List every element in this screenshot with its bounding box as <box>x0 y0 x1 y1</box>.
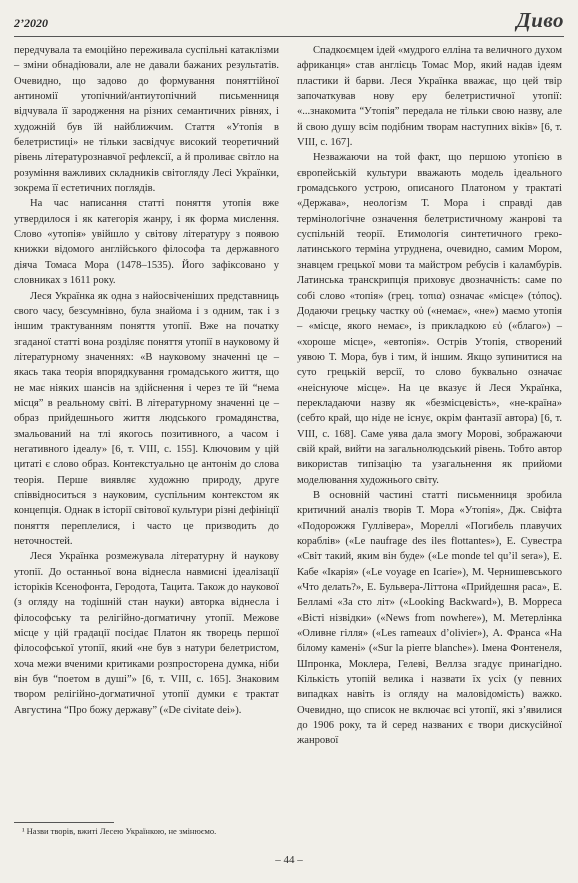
paragraph: В основній частині статті письменниця зробила критичний аналіз творів Т. Мора «Утопія», Дж. Свіфта «Подорожжя Гуллівера», Мореллі «Погибель плавучих кораблів» («Le naufrage des iles flottantes»), Е. Сувестра «Світ такий, яким він буде» («Le monde tel qu’il sera»), Е. Кабе «Ікарія» («Le voyage en Icarie»), М. Чернишевського «Что делать?», Е. Бульвера-Літтона «Прийдешня раса», Е. Белламі «За сто літ» («Looking Backward»), В. Морреса «Вісті нізвідки» («News from nowhere»), М. Метерлінка «Оливне гілля» («Les rameaux d’olivier»), А. Франса «На білому камені» («Sur la pierre blanche»). Імена Фонтенеля, Шпронка, Моклера, Гелеві, Веллза згадує принагідно. Кількість утопій велика і назвати їх усіх (у певних випадках навіть із огляду на маловідомість) важко. Очевидно, що список не включає всі утопії, які з’явилися до 1906 року, та й серед названих є твори дискусійної жанрової <box>297 489 562 747</box>
paragraph: Леся Українка як одна з найосвіченіших представниць свого часу, безсумнівно, була знайома і з одним, так і з іншим трактуванням поняття утопії. Вже на початку згаданої статті вона розділяє поняття утопії в науковому й літературному значеннях: «В науковому значенні це – якась така теорія впорядкування громадського життя, що не має ніяких шансів на здійснення і через те їй “нема місця” в реальному світі. В літературному значенні це – образ прийдешнього життя людського громадянства, змальований на тлі якогось позитивного, а часом і негативного ідеалу» [6, т. VIII, с. 155]. Ключовим у цій цитаті є слово образ. Контекстуально це антонім до слова теорія. Перше виявляє художню природу, друге співвідноситься з науковим, суспільним контекстом як концепція. Однак в історії світової культури різні дефініції поняття переплелися, і часто це призводить до неточностей. <box>14 290 279 547</box>
issue-number: 2’2020 <box>14 16 48 30</box>
page-number: – 44 – <box>275 854 303 866</box>
footnote: ¹ Назви творів, вжиті Лесею Українкою, не змінюємо. <box>22 826 217 836</box>
header-divider <box>14 36 564 37</box>
paragraph: На час написання статті поняття утопія вже утвердилося і як категорія жанру, і як форма мислення. Слово «утопія» увійшло у світову літературу з появою книжки відомого англійського філософа та державного діяча Томаса Мора (1478–1535). Його зафіксовано у словниках з 1611 року. <box>14 198 279 287</box>
footnote-divider <box>14 822 114 823</box>
journal-logo: Диво <box>516 8 564 32</box>
paragraph: Спадкоємцем ідей «мудрого елліна та величного духом африканця» став англієць Томас Мор, який надав ідеям пластики й барви. Леся Українка вважає, що цей твір започаткував нову еру белетристичної утопії: «...знакомита “Утопія” передала не тільки свою назву, але й свою душу всім подібним творам наступних віків» [6, т. VIII, с. 167]. <box>297 45 562 149</box>
paragraph: Леся Українка розмежувала літературну й наукову утопії. До останньої вона віднесла навмисні ідеалізації історіків Ксенофонта, Геродота, Тацита. Також до наукової (з огляду на тодішній стан науки) авторка віднесла і філософську та релігійно-догматичну утопії. Межове місце у цій градації посідає Платон як творець першої філософської утопії, який «не був з натури белетристом, хоча межи вченими критиками розпросторена думка, ніби він був “поетом в душі”» [6, т. VIII, с. 165]. Знаковим твором релігійно-догматичної утопії думки є трактат Августина “Про божу державу” («De civitate dei»). <box>14 551 279 716</box>
left-column <box>14 43 279 718</box>
right-column <box>297 43 562 749</box>
paragraph: Незважаючи на той факт, що першою утопією в європейській культури вважають модель ідеального громадського устрою, описаного Платоном у трактаті «Держава», неологізм Т. Мора і справді дав термінологічне означення белетристичному жанрові та суспільній теорії. Етимологія синтетичного греко-латинського терміна утруднена, очевидно, самим Мором, знавцем грецької мови та майстром ребусів і каламбурів. Латинська транскрипція приховує двозначність: саме по собі слово «топія» (грец. τοπια) означає «місце» (τόπος). Додаючи грецьку частку οὐ («немає», «не») маємо утопія – «місце, якого немає», із прикладкою εὐ («благо») – «хороше місце», «евтопія». Острів Утопія, створений уявою Т. Мора, був і тим, й іншим. Якщо зупинитися на суто грецькій версії, то слово буквально означає «неіснуюче місце». На це вказує й Леся Українка, перекладаючи назву як «безмісцевість», «не-країна» (себто край, що ніде не існує, окрім фантазії автора) [6, т. VIII, с. 168]. Саме уява дала змогу Морові, зображаючи свій край, вийти на загальнолюдський рівень. Тобто автор використав типізацію та узагальнення як прийоми моделювання художнього світу. <box>297 152 562 486</box>
paragraph: передчувала та емоційно переживала суспільні катаклізми – зміни обнадіювали, але не давали бажаних результатів. Очевидно, що задово до формування поняттійної антиномії утопічний/антиутопічний письменниця відчувала її зародження на різних семантичних рівнях, і художній був їй найближчим. Стаття «Утопія в белетристиці» не тільки засвідчує високий теоретичний рівень літературознавчої рефлексії, а й проливає світло на розуміння важливих складників світогляду Лесі Українки, зокрема її естетичних поглядів. <box>14 45 279 195</box>
